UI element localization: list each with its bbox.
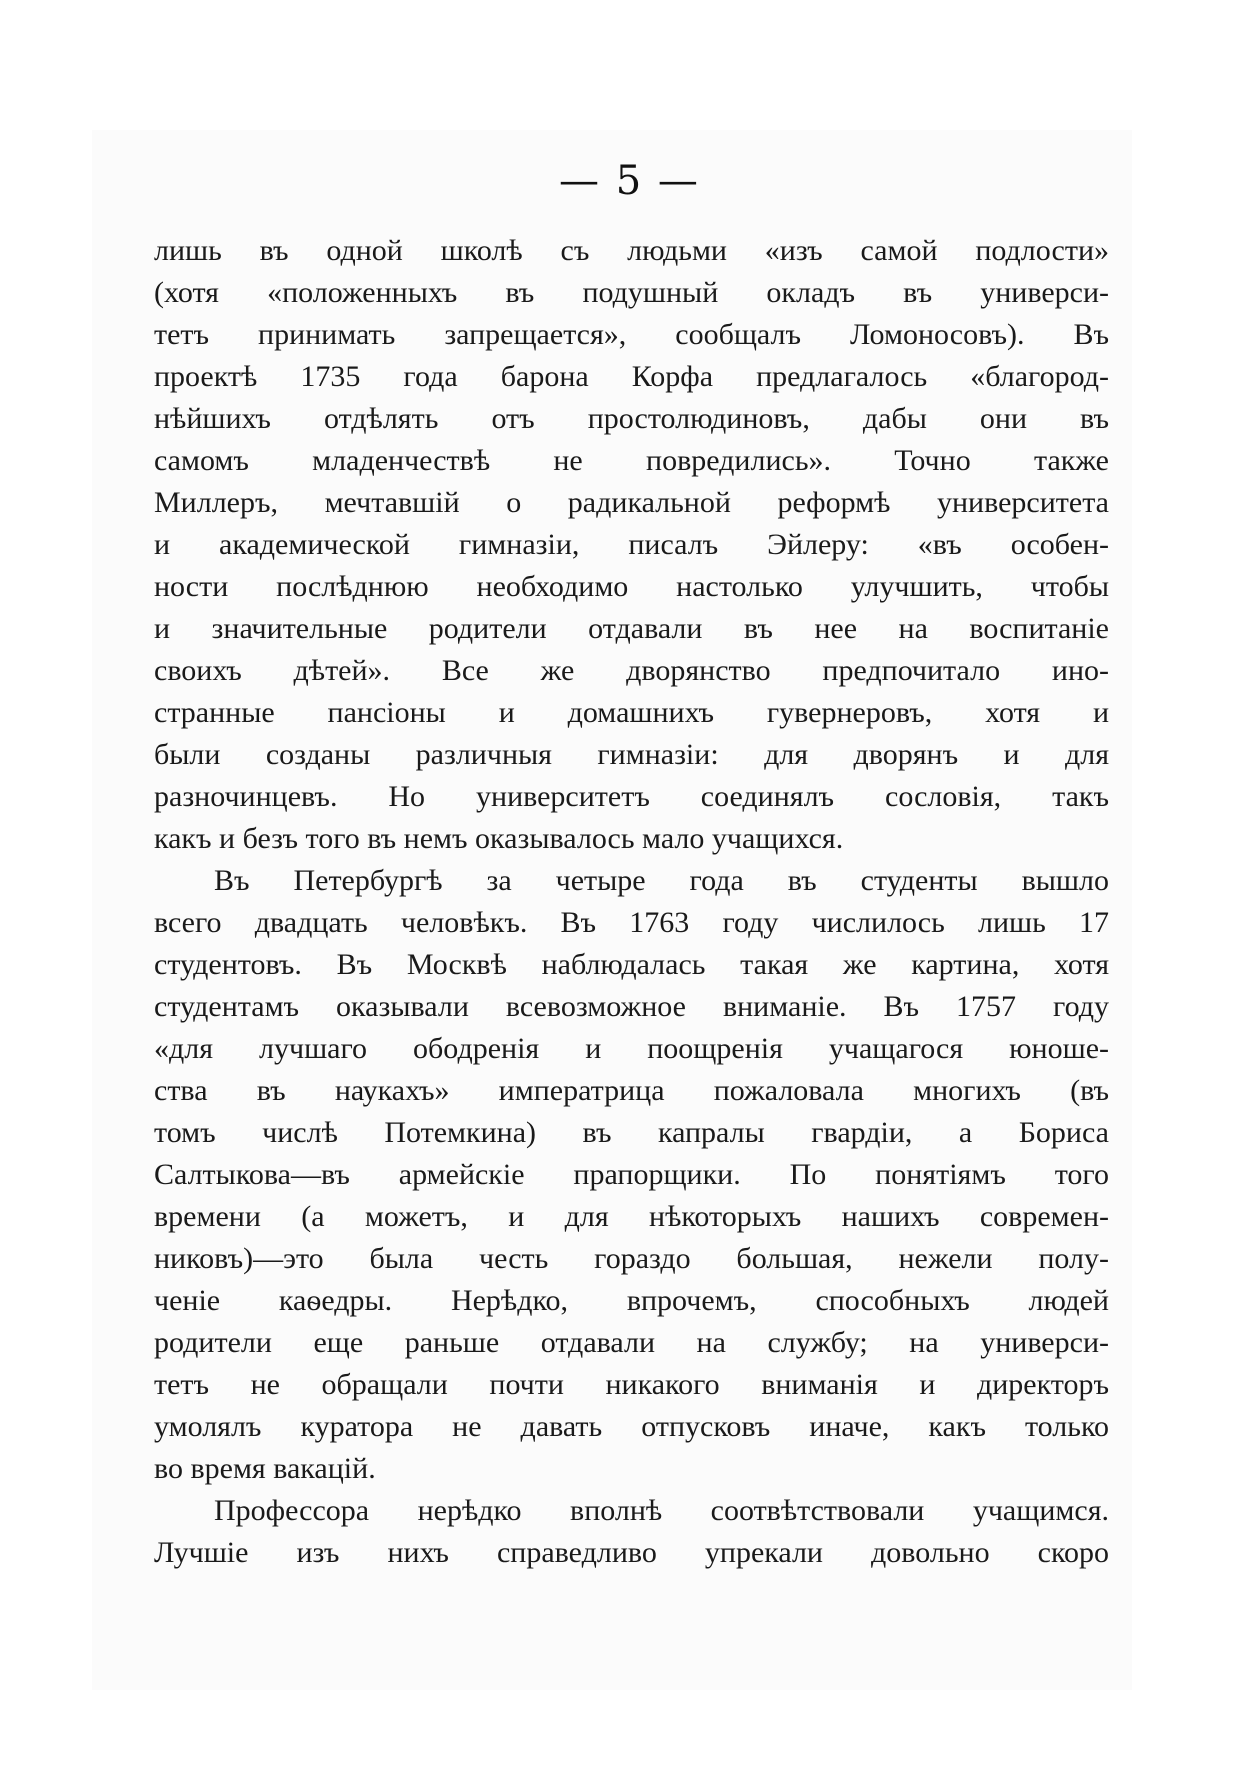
text-line: и значительные родители отдавали въ нее на воспитаніе (154, 612, 1109, 645)
text-line: тетъ принимать запрещается», сообщалъ Ломоносовъ). Въ (154, 318, 1109, 351)
text-line: своихъ дѣтей». Все же дворянство предпочитало ино- (154, 654, 1109, 687)
text-line: Миллеръ, мечтавшій о радикальной реформѣ университета (154, 486, 1109, 519)
text-line: родители еще раньше отдавали на службу; на универси- (154, 1326, 1109, 1359)
body-text (154, 230, 1109, 1574)
paragraph-1 (154, 230, 1109, 860)
text-line: Въ Петербургѣ за четыре года въ студенты вышло (214, 864, 1109, 897)
text-line: какъ и безъ того въ немъ оказывалось мало учащихся. (154, 822, 844, 855)
text-line: во время вакацій. (154, 1452, 376, 1485)
text-line: лишь въ одной школѣ съ людьми «изъ самой подлости» (154, 234, 1109, 267)
text-line: Салтыкова—въ армейскіе прапорщики. По понятіямъ того (154, 1158, 1109, 1191)
text-line: умолялъ куратора не давать отпусковъ иначе, какъ только (154, 1410, 1109, 1443)
text-line: времени (а можетъ, и для нѣкоторыхъ нашихъ современ- (154, 1200, 1109, 1233)
text-line: странные пансіоны и домашнихъ гувернеровъ, хотя и (154, 696, 1109, 729)
text-line: студентовъ. Въ Москвѣ наблюдалась такая же картина, хотя (154, 948, 1109, 981)
paragraph-3 (154, 1490, 1109, 1574)
text-line: были созданы различныя гимназіи: для дворянъ и для (154, 738, 1109, 771)
text-line: самомъ младенчествѣ не повредились». Точно также (154, 444, 1109, 477)
text-line: и академической гимназіи, писалъ Эйлеру: «въ особен- (154, 528, 1109, 561)
text-line: ченіе каѳедры. Нерѣдко, впрочемъ, способныхъ людей (154, 1284, 1109, 1317)
text-line: Профессора нерѣдко вполнѣ соотвѣтствовали учащимся. (214, 1494, 1109, 1527)
text-line: нѣйшихъ отдѣлять отъ простолюдиновъ, дабы они въ (154, 402, 1109, 435)
text-line: ности послѣднюю необходимо настолько улучшить, чтобы (154, 570, 1109, 603)
text-line: проектѣ 1735 года барона Корфа предлагалось «благород- (154, 360, 1109, 393)
text-line: (хотя «положенныхъ въ подушный окладъ въ универси- (154, 276, 1109, 309)
text-line: тетъ не обращали почти никакого вниманія и директоръ (154, 1368, 1109, 1401)
text-line: томъ числѣ Потемкина) въ капралы гвардіи, а Бориса (154, 1116, 1109, 1149)
text-line: студентамъ оказывали всевозможное вниманіе. Въ 1757 году (154, 990, 1109, 1023)
text-line: Лучшіе изъ нихъ справедливо упрекали довольно скоро (154, 1536, 1109, 1569)
text-line: разночинцевъ. Но университетъ соединялъ сословія, такъ (154, 780, 1109, 813)
text-line: «для лучшаго ободренія и поощренія учащагося юноше- (154, 1032, 1109, 1065)
text-line: никовъ)—это была честь гораздо большая, нежели полу- (154, 1242, 1109, 1275)
paragraph-2 (154, 860, 1109, 1490)
page-number: — 5 — (559, 158, 700, 204)
text-line: всего двадцать человѣкъ. Въ 1763 году числилось лишь 17 (154, 906, 1109, 939)
text-line: ства въ наукахъ» императрица пожаловала многихъ (въ (154, 1074, 1109, 1107)
